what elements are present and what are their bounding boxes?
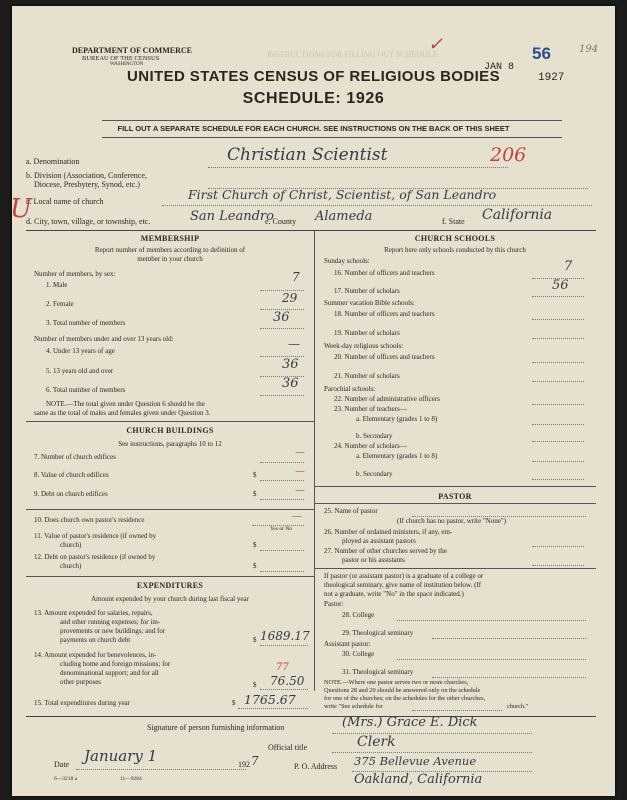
assistant-sublabel: Assistant pastor: (324, 640, 371, 648)
yes-no-hint: Yes or No (270, 526, 293, 532)
city-value: San Leandro (190, 209, 274, 224)
q23a-label: a. Elementary (grades 1 to 8) (356, 415, 438, 423)
bureau: BUREAU OF THE CENSUS (82, 55, 160, 62)
membership-intro-2: member in your church (137, 255, 203, 263)
parochial-label: Parochial schools: (324, 385, 376, 393)
corner-number: 194 (579, 44, 599, 55)
u-margin-mark: U (10, 194, 32, 224)
membership-intro: Report number of members according to definition of (94, 246, 246, 254)
instruction-banner: FILL OUT A SEPARATE SCHEDULE FOR EACH CHURCH. SEE INSTRUCTIONS ON THE BACK OF THIS SHEET (117, 124, 510, 133)
q17-value: 56 (552, 278, 569, 293)
buildings-heading: CHURCH BUILDINGS (126, 426, 214, 435)
q9-label: 9. Debt on church edifices (34, 490, 108, 498)
q2-value: 29 (282, 291, 298, 305)
census-schedule-sheet (12, 6, 615, 796)
q27-label: 27. Number of other churches served by the (324, 547, 447, 555)
q13-label-4: payments on church debt (60, 636, 131, 644)
q16-value: 7 (564, 259, 573, 274)
q27-label-2: pastor or his assistants (342, 556, 405, 564)
q14-correction: 77 (276, 662, 289, 673)
local-name-label: c. Local name of church (26, 197, 104, 206)
q6-value: 36 (282, 376, 299, 391)
q26-label-2: ployed as assistant pastors (342, 537, 416, 545)
membership-heading: MEMBERSHIP (140, 234, 200, 243)
q19-label: 19. Number of scholars (334, 329, 400, 337)
pastor-note: NOTE.—Where one pastor serves two or more churches, (324, 679, 469, 686)
pastor-note-3: for one of the churches; on the schedules for the other churches, (324, 695, 486, 702)
official-title-value: Clerk (357, 734, 396, 750)
weekday-label: Week-day religious schools: (324, 342, 404, 350)
state-label: f. State (442, 217, 465, 226)
pastor-heading: PASTOR (438, 492, 472, 501)
dollar-sign: $ (253, 490, 257, 498)
divider (102, 120, 562, 121)
q10-value: — (292, 511, 302, 522)
pastor-note-2: Questions 28 and 29 should be answered only on the schedule (324, 687, 481, 694)
schools-heading: CHURCH SCHOOLS (414, 234, 496, 243)
q20-label: 20. Number of officers and teachers (334, 353, 435, 361)
signature-label: Signature of person furnishing information (147, 723, 285, 732)
dollar-sign: $ (253, 562, 257, 570)
graduate-instruction-3: not a graduate, write "No" in the space indicated.) (324, 590, 464, 598)
form-code: 6—3218 a (54, 776, 78, 782)
q14-label: 14. Amount expended for benevolences, in- (34, 651, 157, 659)
expenditures-heading: EXPENDITURES (136, 581, 204, 590)
q4-label: 4. Under 13 years of age (46, 347, 115, 355)
q11-label: 11. Value of pastor's residence (if owned by (34, 532, 157, 540)
q16-label: 16. Number of officers and teachers (334, 269, 435, 277)
year-suffix: 7 (251, 754, 259, 768)
q5-value: 36 (282, 357, 299, 372)
division-label-2: Diocese, Presbytery, Synod, etc.) (34, 180, 140, 189)
form-code-2: 11—9284 (120, 776, 142, 782)
stamp-number: 56 (532, 44, 551, 63)
received-date-stamp: JAN 8 (484, 62, 515, 73)
year-prefix: 192 (238, 760, 250, 769)
q29-label: 29. Theological seminary (342, 629, 414, 637)
faint-bleed-text: INSTRUCTIONS FOR FILLING OUT SCHEDULE (267, 50, 438, 59)
pastor-note-5: church." (507, 703, 529, 710)
expenditures-intro: Amount expended by your church during last fiscal year (91, 595, 249, 603)
q3-value: 36 (273, 310, 290, 325)
dollar-sign: $ (253, 471, 257, 479)
q24a-label: a. Elementary (grades 1 to 8) (356, 452, 438, 460)
q1-value: 7 (292, 270, 300, 284)
by-sex-label: Number of members, by sex: (34, 270, 116, 278)
q23-label: 23. Number of teachers— (334, 405, 407, 413)
q24-label: 24. Number of scholars— (334, 442, 407, 450)
county-value: Alameda (315, 209, 373, 224)
q22-label: 22. Number of administrative officers (334, 395, 440, 403)
q21-label: 21. Number of scholars (334, 372, 400, 380)
q14-label-3: denominational support; and for all (60, 669, 159, 677)
dollar-sign: $ (253, 541, 257, 549)
form-title: UNITED STATES CENSUS OF RELIGIOUS BODIES (127, 68, 500, 85)
q4-value: — (288, 337, 300, 351)
q25-note: (If church has no pastor, write "None") (397, 517, 507, 525)
dollar-sign: $ (232, 699, 236, 707)
q15-label: 15. Total expenditures during year (34, 699, 130, 707)
section-top-rule (26, 230, 596, 231)
q14-label-4: other purposes (60, 678, 102, 686)
address-value: 375 Bellevue Avenue (354, 754, 477, 768)
city-label: d. City, town, village, or township, etc. (26, 217, 151, 226)
division-label: b. Division (Association, Conference, (26, 171, 147, 180)
column-divider (314, 231, 315, 691)
divider (102, 137, 562, 138)
signature-value: (Mrs.) Grace E. Dick (342, 715, 478, 730)
q11-label-2: church) (60, 541, 82, 549)
address-label: P. O. Address (294, 762, 338, 771)
q2-label: 2. Female (46, 300, 74, 308)
q18-label: 18. Number of officers and teachers (334, 310, 435, 318)
date-label: Date (54, 760, 70, 769)
received-year-stamp: 1927 (538, 72, 565, 84)
membership-note: NOTE.—The total given under Question 6 should be the (46, 400, 205, 408)
q24b-label: b. Secondary (356, 470, 393, 478)
q9-value: — (295, 485, 305, 496)
q8-value: — (295, 466, 305, 477)
pastor-note-4: write "See schedule for (324, 703, 383, 710)
form-subtitle: SCHEDULE: 1926 (242, 90, 385, 107)
q28-label: 28. College (342, 611, 375, 619)
dollar-sign: $ (253, 636, 257, 644)
q30-label: 30. College (342, 650, 375, 658)
q8-label: 8. Value of church edifices (34, 471, 109, 479)
q13-label-2: and other running expenses; for im- (60, 618, 161, 626)
q13-label-3: provements or new buildings; and for (60, 627, 166, 635)
summer-label: Summer vacation Bible schools: (324, 299, 415, 307)
denomination-value: Christian Scientist (227, 145, 388, 165)
q25-label: 25. Name of pastor (324, 507, 378, 515)
denomination-code: 206 (490, 144, 527, 166)
denomination-label: a. Denomination (26, 157, 80, 166)
state-value: California (482, 207, 553, 223)
graduate-instruction: If pastor (or assistant pastor) is a graduate of a college or (324, 572, 484, 580)
date-value: January 1 (84, 747, 158, 765)
city: WASHINGTON (110, 62, 144, 67)
dollar-sign: $ (253, 681, 257, 689)
section-bottom-rule (26, 716, 596, 717)
q13-value: 1689.17 (260, 629, 310, 643)
check-mark-icon: ✓ (428, 34, 444, 55)
official-title-label: Official title (268, 743, 308, 752)
local-name-value: First Church of Christ, Scientist, of San Leandro (188, 187, 497, 202)
q7-value: — (295, 447, 305, 458)
q6-label: 6. Total number of members (46, 386, 126, 394)
membership-note-2: same as the total of males and females given under Question 3. (34, 409, 211, 417)
age-intro: Number of members under and over 13 years old: (34, 335, 174, 343)
q5-label: 5. 13 years old and over (46, 367, 114, 375)
q14-label-2: cluding home and foreign missions; for (60, 660, 171, 668)
sunday-label: Sunday schools: (324, 257, 370, 265)
q31-label: 31. Theological seminary (342, 668, 414, 676)
q14-value: 76.50 (270, 674, 305, 688)
department: DEPARTMENT OF COMMERCE (72, 46, 193, 55)
q13-label: 13. Amount expended for salaries, repairs, (34, 609, 153, 617)
schools-intro: Report here only schools conducted by this church (384, 246, 526, 254)
q12-label: 12. Debt on pastor's residence (if owned by (34, 553, 156, 561)
q15-value: 1765.67 (244, 692, 296, 707)
pastor-sublabel: Pastor: (324, 600, 344, 608)
q7-label: 7. Number of church edifices (34, 453, 116, 461)
q10-label: 10. Does church own pastor's residence (34, 516, 145, 524)
q3-label: 3. Total number of members (46, 319, 126, 327)
q17-label: 17. Number of scholars (334, 287, 400, 295)
county-label: e. County (265, 217, 297, 226)
address-value-2: Oakland, California (354, 772, 483, 787)
buildings-intro: See instructions, paragraphs 10 to 12 (118, 440, 222, 448)
q1-label: 1. Male (46, 281, 68, 289)
q23b-label: b. Secondary (356, 432, 393, 440)
q12-label-2: church) (60, 562, 82, 570)
graduate-instruction-2: theological seminary, give name of institution below. (If (324, 581, 482, 589)
q26-label: 26. Number of ordained ministers, if any, em- (324, 528, 453, 536)
